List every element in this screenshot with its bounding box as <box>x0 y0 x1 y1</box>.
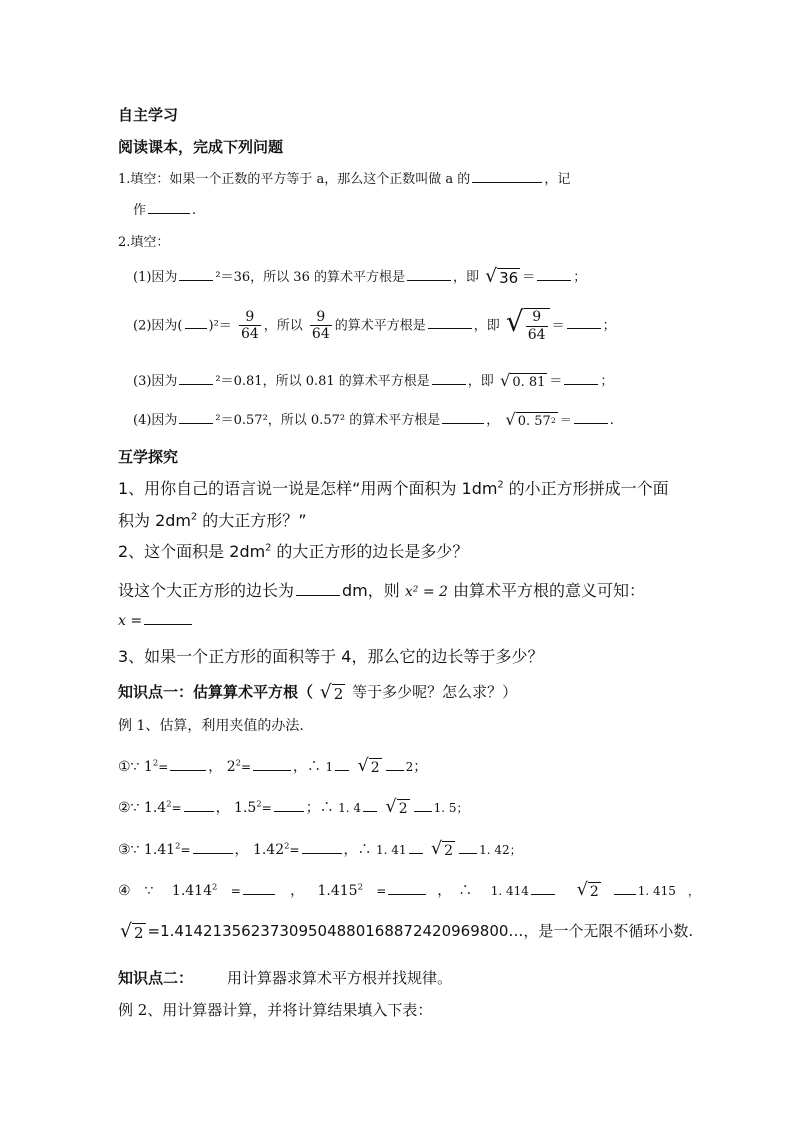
step3-compare-1[interactable] <box>409 839 423 854</box>
estimate-step-3 <box>118 839 522 859</box>
sqrt-2-decimal-value: =1.41421356237309504880168872420969800… <box>147 922 524 940</box>
estimate-step-4 <box>118 880 700 900</box>
sqrt-2-description: ，是一个无限不循环小数. <box>523 922 694 940</box>
fraction-numerator: 9 <box>245 308 255 325</box>
step1-comma: ， <box>208 759 223 775</box>
step4-base-2: 1.415 <box>317 883 358 899</box>
step3-exp-2: 2 <box>284 840 290 851</box>
e1-sup: 2 <box>497 479 504 491</box>
step2-upper: 1. 5； <box>433 801 469 815</box>
fraction-denominator: 64 <box>527 326 546 343</box>
section-title-self-study: 自主学习 <box>118 106 179 124</box>
step2-exp-2: 2 <box>256 798 262 809</box>
q2p3-blank-1[interactable] <box>179 371 213 385</box>
q2p4-blank-1[interactable] <box>179 410 213 424</box>
sqrt-2: √ 2 <box>319 681 344 703</box>
sqrt-2-step2: √ 2 <box>385 797 408 818</box>
knowledge-point-2 <box>118 967 452 988</box>
q2p3-text-e: ； <box>600 374 614 389</box>
explore-3: 3、如果一个正方形的面积等于 4，那么它的边长等于多少？ <box>118 647 544 666</box>
step1-compare-2[interactable] <box>386 756 404 771</box>
e2-sup: 2 <box>265 542 272 554</box>
e1-line1a: 1、用你自己的语言说一说是怎样“用两个面积为 1dm <box>118 479 498 498</box>
q2p2-text-a: (2)因为( <box>133 318 183 334</box>
step3-eq-1: = <box>180 843 191 857</box>
step1-exp-1: 2 <box>152 757 159 768</box>
q2p2-text-d: 的算术平方根是 <box>334 318 426 334</box>
x-equals: x = <box>118 613 143 629</box>
step4-mark: ④ ∵ <box>118 883 168 899</box>
step2-compare-1[interactable] <box>363 797 377 812</box>
step2-lower: 1. 4 <box>338 801 362 815</box>
step2-blank-2[interactable] <box>274 797 304 812</box>
example-2: 例 2、用计算器计算，并将计算结果填入下表： <box>118 1001 433 1019</box>
q2p3-text-a: (3)因为 <box>133 374 178 389</box>
q2p1-text-d: ＝ <box>522 270 536 285</box>
q2p4-blank-3[interactable] <box>574 410 608 424</box>
step3-base-2: 1.42 <box>252 842 285 858</box>
step4-lower: 1. 414 <box>490 884 529 898</box>
step4-compare-1[interactable] <box>531 880 555 895</box>
e1-line2b: 的大正方形？” <box>197 511 307 530</box>
fraction-numerator: 9 <box>532 309 542 325</box>
q2p1-text-b: ²＝36，所以 36 的算术平方根是 <box>215 270 405 285</box>
q2p2-text-g: ； <box>602 318 616 334</box>
sqrt-2-step3: √ 2 <box>430 839 454 860</box>
step3-compare-2[interactable] <box>459 839 477 854</box>
explore-1-line-1 <box>118 476 669 499</box>
step3-lower: 1. 41 <box>375 843 407 857</box>
q1-comma: ，记 <box>544 172 571 187</box>
step3-exp-1: 2 <box>175 840 181 851</box>
sqrt-36: √ 36 <box>485 266 519 287</box>
step1-base-2: 2 <box>226 759 236 775</box>
step4-eq-1: = <box>230 884 241 898</box>
e1-line2a: 积为 2dm <box>118 511 192 530</box>
step2-comma: ， <box>215 800 230 816</box>
fraction-9-64-b <box>310 309 332 344</box>
q1-line2-prefix: 作 <box>133 203 147 218</box>
sqrt-2-radicand: 2 <box>398 800 408 817</box>
section-subtitle: 阅读课本，完成下列问题 <box>118 138 284 156</box>
e1-sup-2: 2 <box>191 511 198 523</box>
q2p3-blank-2[interactable] <box>432 371 466 385</box>
sqrt-2-value: √ 2 <box>120 920 144 942</box>
q2p3-blank-3[interactable] <box>564 371 598 385</box>
step1-base-1: 1 <box>143 759 153 775</box>
step4-blank-1[interactable] <box>243 880 275 895</box>
step1-compare-1[interactable] <box>335 756 349 771</box>
step2-therefore: ；∴ <box>305 800 334 816</box>
fraction-numerator: 9 <box>316 308 326 325</box>
step4-exp-2: 2 <box>357 881 363 892</box>
q2p1-blank-3[interactable] <box>537 267 571 281</box>
x-answer-blank[interactable] <box>144 610 192 625</box>
step3-base-1: 1.41 <box>143 842 176 858</box>
q2-part-1 <box>133 266 586 287</box>
q2p2-text-c: ，所以 <box>263 318 303 334</box>
sqrt-2-step1: √ 2 <box>357 756 380 777</box>
example-1: 例 1、估算，利用夹值的办法. <box>118 718 304 734</box>
q2p1-blank-2[interactable] <box>407 267 451 281</box>
step4-eq-2: = <box>376 884 387 898</box>
explore-2 <box>118 539 468 562</box>
q2-part-2 <box>133 305 616 344</box>
q2p4-text-d: ＝ <box>559 413 572 427</box>
step3-upper: 1. 42； <box>479 843 522 857</box>
step3-mark: ③∵ <box>118 842 140 858</box>
sqrt-2-radicand: 2 <box>589 883 599 900</box>
step1-blank-1[interactable] <box>170 756 206 771</box>
q2p2-text-e: ，即 <box>473 318 500 334</box>
fraction-denominator: 64 <box>311 326 330 343</box>
q2p2-text-f: ＝ <box>551 318 565 334</box>
step2-blank-1[interactable] <box>184 797 214 812</box>
question-2-title: 2.填空： <box>118 235 170 250</box>
step4-therefore: ， ∴ <box>437 883 487 899</box>
step1-upper: 2 <box>405 760 414 774</box>
q2-part-3 <box>133 370 613 390</box>
step4-comma: ， <box>290 883 305 899</box>
e2-text-a: 2、这个面积是 2dm <box>118 542 266 561</box>
q2p1-text-a: (1)因为 <box>133 270 178 285</box>
q2p2-blank-2[interactable] <box>428 315 472 329</box>
q1-line2-end: . <box>192 203 197 218</box>
explore-2-answer <box>118 610 194 629</box>
sqrt-0-57-squared: √ 0. 57 2 <box>505 410 556 430</box>
step3-eq-2: = <box>289 843 300 857</box>
step3-blank-1[interactable] <box>193 839 233 854</box>
k1-title: 知识点一：估算算术平方根（ <box>118 683 314 701</box>
step2-base-1: 1.4 <box>143 800 167 816</box>
q1-blank-2[interactable] <box>148 200 190 214</box>
step4-compare-2[interactable] <box>614 880 636 895</box>
explore-2-setup <box>118 578 645 601</box>
q2p2-blank-3[interactable] <box>567 315 601 329</box>
sqrt-0-81: √ 0. 81 <box>499 371 546 391</box>
q1-text: 1.填空：如果一个正数的平方等于 a，那么这个正数叫做 a 的 <box>118 172 471 187</box>
sqrt-2-radicand: 2 <box>133 923 144 942</box>
q2p3-text-b: ²＝0.81，所以 0.81 的算术平方根是 <box>215 374 430 389</box>
step4-exp-1: 2 <box>212 881 218 892</box>
q2p1-blank-1[interactable] <box>179 267 213 281</box>
estimate-step-1 <box>118 756 427 776</box>
step2-exp-1: 2 <box>166 798 172 809</box>
step1-end: ； <box>413 759 428 775</box>
e2b-text-c: 由算术平方根的意义可知： <box>453 581 646 600</box>
q2p4-text-e: . <box>609 413 614 428</box>
step3-comma: ， <box>234 842 249 858</box>
step2-eq-1: = <box>171 801 182 815</box>
step1-therefore: ，∴ <box>293 759 326 775</box>
sqrt-36-radicand: 36 <box>499 269 519 287</box>
k2-title: 知识点二： <box>118 969 194 987</box>
sqrt-0-57-radicand: 0. 57 <box>517 413 551 429</box>
step4-base-1: 1.414 <box>171 883 213 899</box>
question-1-line-2 <box>133 199 196 218</box>
step1-eq-2: = <box>240 760 252 774</box>
step3-therefore: ，∴ <box>343 842 372 858</box>
step2-eq-2: = <box>261 801 272 815</box>
q2p1-text-c: ，即 <box>452 270 479 285</box>
sqrt-2-step4: √ 2 <box>576 880 599 901</box>
q1-blank-1[interactable] <box>472 169 542 183</box>
side-length-blank[interactable] <box>296 579 340 596</box>
q2p3-text-c: ，即 <box>467 374 494 389</box>
step1-mark: ①∵ <box>118 759 144 775</box>
step2-mark: ②∵ <box>118 800 144 816</box>
step4-upper: 1. 415 ， <box>637 884 700 898</box>
q2p4-text-b: ²＝0.57²，所以 0.57² 的算术平方根是 <box>215 413 441 428</box>
sqrt-2-radicand: 2 <box>333 684 344 703</box>
e1-line1b: 的小正方形拼成一个面 <box>503 479 669 498</box>
e2b-text-b: dm，则 <box>342 581 400 600</box>
step1-lower: 1 <box>325 760 334 774</box>
step3-blank-2[interactable] <box>302 839 342 854</box>
sqrt-2-radicand: 2 <box>444 842 454 859</box>
q2p1-text-e: ； <box>573 270 587 285</box>
step1-blank-2[interactable] <box>253 756 291 771</box>
step2-base-2: 1.5 <box>234 800 257 816</box>
question-1 <box>118 168 570 187</box>
estimate-step-2 <box>118 797 469 817</box>
step1-eq-1: = <box>158 760 169 774</box>
step1-exp-2: 2 <box>235 757 241 768</box>
fraction-denominator: 64 <box>240 326 259 343</box>
step2-compare-2[interactable] <box>414 797 432 812</box>
sqrt-9-64: √ $\frac{9}{64}$ <box>506 308 550 344</box>
e2b-text-a: 设这个大正方形的边长为 <box>118 581 295 600</box>
fraction-9-64 <box>239 309 261 344</box>
section-title-explore: 互学探究 <box>118 448 179 466</box>
k1-question: 等于多少呢？怎么求？） <box>352 683 518 701</box>
q2p2-blank-1[interactable] <box>185 315 207 329</box>
equation-x-squared: x² = 2 <box>404 584 448 600</box>
sqrt-2-radicand: 2 <box>370 759 380 776</box>
explore-1-line-2 <box>118 508 307 531</box>
q2p4-text-a: (4)因为 <box>133 413 178 428</box>
knowledge-point-1 <box>118 681 517 703</box>
step4-blank-2[interactable] <box>388 880 426 895</box>
sqrt-0-81-radicand: 0. 81 <box>512 374 546 390</box>
q2p3-text-d: ＝ <box>549 374 563 389</box>
e2-text-b: 的大正方形的边长是多少？ <box>271 542 469 561</box>
q2p2-text-b: )²＝ <box>208 318 232 334</box>
q2-part-4 <box>133 409 614 429</box>
sqrt-2-decimal-line <box>118 920 693 942</box>
k2-text: 用计算器求算术平方根并找规律。 <box>227 969 453 987</box>
q2p4-blank-2[interactable] <box>442 410 484 424</box>
q2p4-text-c: ， <box>486 413 500 428</box>
